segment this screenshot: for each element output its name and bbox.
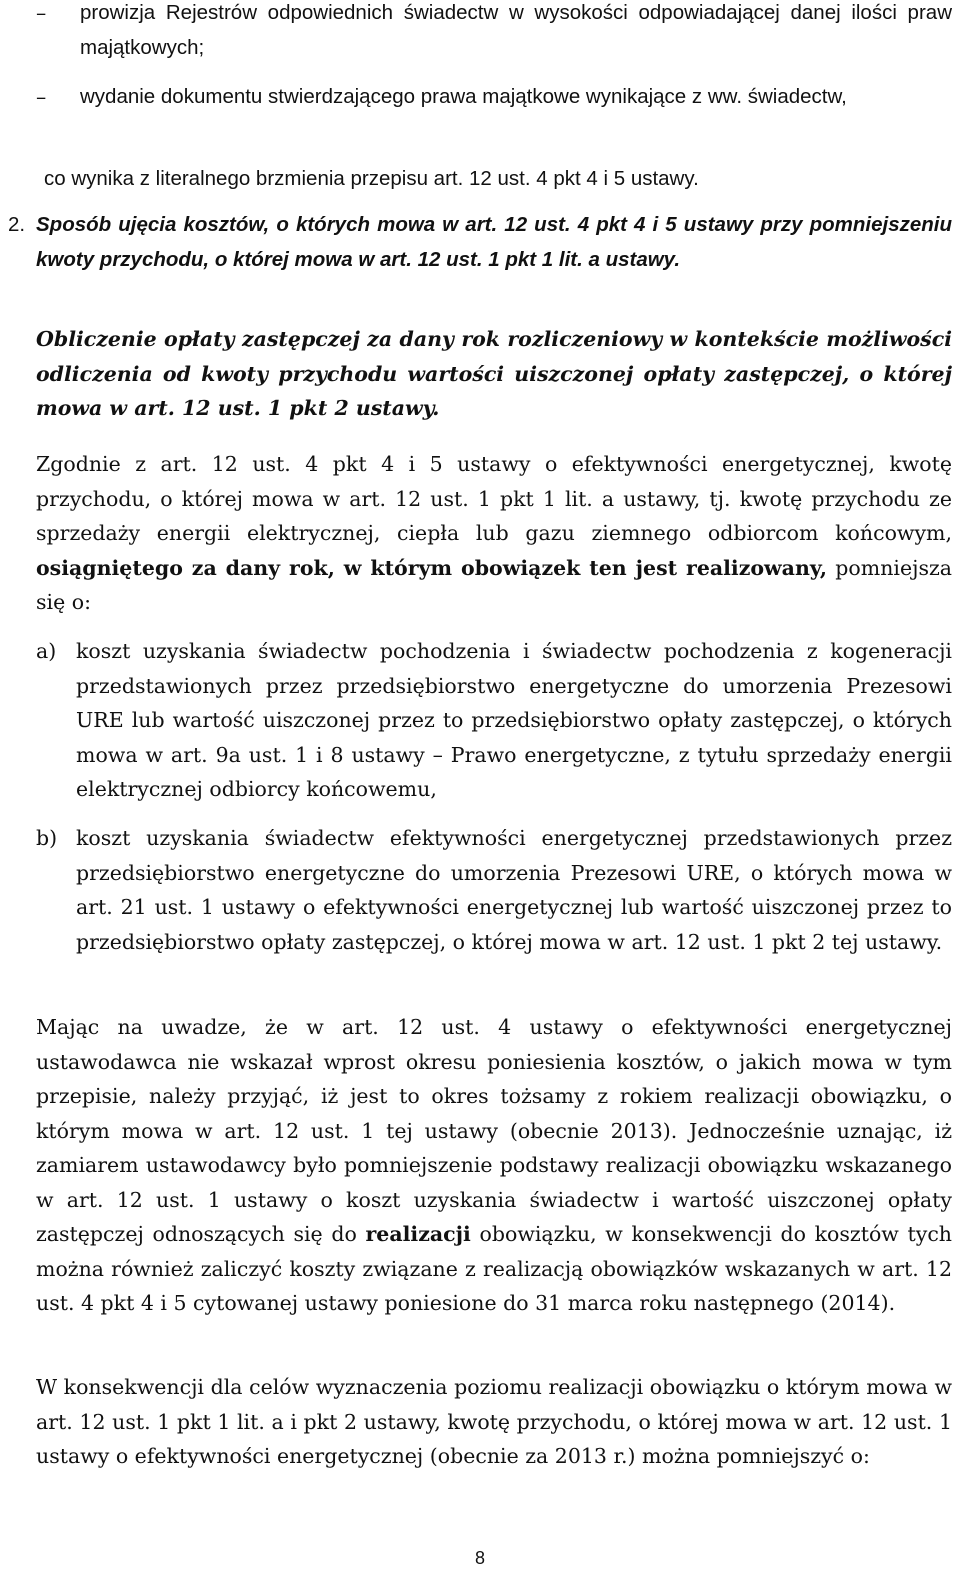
section-heading xyxy=(8,208,952,277)
list-marker: b) xyxy=(36,826,58,850)
paragraph-bold: realizacji xyxy=(365,1222,471,1246)
bullet-text: wydanie dokumentu stwierdzającego prawa majątkowe wynikające z ww. świadectw, xyxy=(80,85,847,108)
paragraph xyxy=(36,1010,952,1321)
paragraph-text: Zgodnie z art. 12 ust. 4 pkt 4 i 5 ustawy o efektywności energetycznej, kwotę przychodu, o której mowa w art. 12 ust. 1 pkt 1 lit. a ustawy, tj. kwotę przychodu ze sprzedaży energii elektrycznej, ciepła lub gazu ziemnego odbiorcom końcowym, xyxy=(36,452,952,545)
paragraph-bold: osiągniętego za dany rok, w którym obowiązek ten jest realizowany, xyxy=(36,555,827,580)
paragraph-text: obowiązku, w konsekwencji do kosztów tych można również zaliczyć koszty związane z realizacją obowiązków wskazanych w art. 12 ust. 4 pkt 4 i 5 cytowanej ustawy poniesione do 31 marca roku następnego (2014). xyxy=(36,1222,953,1315)
list-marker: a) xyxy=(36,639,57,663)
page-number: 8 xyxy=(474,1548,485,1568)
bullet-item xyxy=(36,80,952,115)
bullet-item xyxy=(36,0,952,65)
section-number: 2. xyxy=(8,213,26,236)
bullet-dash: – xyxy=(36,85,47,109)
list-item-b xyxy=(36,821,952,959)
list-text: koszt uzyskania świadectw efektywności energetycznej przedstawionych przez przedsiębiorstwo energetyczne do umorzenia Prezesowi URE, o których mowa w art. 21 ust. 1 ustawy o efektywności energetycznej lub wartość uiszczonej przez to przedsiębiorstwo opłaty zastępczej, o której mowa w art. 12 ust. 1 pkt 2 tej ustawy. xyxy=(76,826,952,954)
intro-conclusion: co wynika z literalnego brzmienia przepisu art. 12 ust. 4 pkt 4 i 5 ustawy. xyxy=(44,167,699,190)
subheading: Obliczenie opłaty zastępczej za dany rok rozliczeniowy w kontekście możliwości odliczenia od kwoty przychodu wartości uiszczonej opłaty zastępczej, o której mowa w art. 12 ust. 1 pkt 2 ustawy. xyxy=(36,327,952,420)
paragraph xyxy=(36,447,952,620)
paragraph: W konsekwencji dla celów wyznaczenia poziomu realizacji obowiązku o którym mowa w art. 12 ust. 1 pkt 1 lit. a i pkt 2 ustawy, kwotę przychodu, o której mowa w art. 12 ust. 1 ustawy o efektywności energetycznej (obecnie za 2013 r.) można pomniejszyć o: xyxy=(36,1375,952,1468)
bullet-dash: – xyxy=(36,1,47,25)
list-item-a xyxy=(36,634,952,807)
bullet-text: prowizja Rejestrów odpowiednich świadectw w wysokości odpowiadającej danej ilości praw majątkowych; xyxy=(80,1,952,59)
paragraph-text: pomniejsza się o: xyxy=(36,555,952,614)
paragraph-text: Mając na uwadze, że w art. 12 ust. 4 ustawy o efektywności energetycznej ustawodawca nie wskazał wprost okresu poniesienia kosztów, o jakich mowa w tym przepisie, należy przyjąć, iż jest to okres tożsamy z rokiem realizacji obowiązku, o którym mowa w art. 12 ust. 1 tej ustawy (obecnie 2013). Jednocześnie uznając, iż zamiarem ustawodawcy było pomniejszenie podstawy realizacji obowiązku wskazanego w art. 12 ust. 1 ustawy o koszt uzyskania świadectw i wartość uiszczonej opłaty zastępczej odnoszących się do xyxy=(36,1015,952,1246)
section-title: Sposób ujęcia kosztów, o których mowa w art. 12 ust. 4 pkt 4 i 5 ustawy przy pomniejszeniu kwoty przychodu, o której mowa w art. 12 ust. 1 pkt 1 lit. a ustawy. xyxy=(36,213,952,271)
list-text: koszt uzyskania świadectw pochodzenia i świadectw pochodzenia z kogeneracji przedstawionych przez przedsiębiorstwo energetyczne do umorzenia Prezesowi URE lub wartość uiszczonej przez to przedsiębiorstwo opłaty zastępczej, o których mowa w art. 9a ust. 1 i 8 ustawy – Prawo energetyczne, z tytułu sprzedaży energii elektrycznej odbiorcy końcowemu, xyxy=(76,639,952,801)
